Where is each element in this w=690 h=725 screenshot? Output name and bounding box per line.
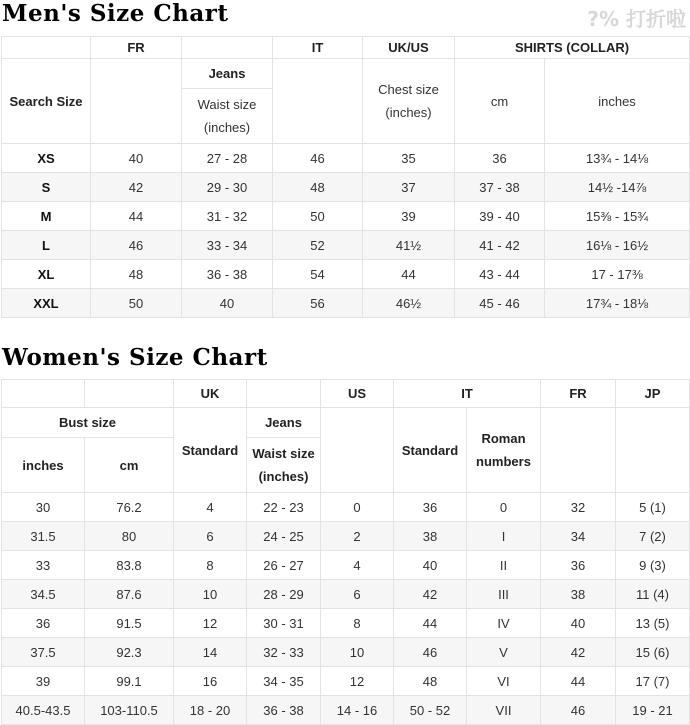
table-cell: 17¾ - 18⅛ (545, 289, 690, 318)
table-cell: 38 (541, 580, 616, 609)
table-cell: 44 (541, 667, 616, 696)
table-cell: II (467, 551, 541, 580)
women-header-jp: JP (616, 380, 690, 408)
table-cell: 40 (541, 609, 616, 638)
table-cell: 22 - 23 (247, 493, 321, 522)
women-header-us: US (321, 380, 394, 408)
table-cell: 50 (273, 202, 363, 231)
table-cell: 44 (91, 202, 182, 231)
table-cell: 12 (174, 609, 247, 638)
watermark: ?% 打折啦 (587, 7, 686, 31)
table-cell: XXL (2, 289, 91, 318)
table-cell: 36 (2, 609, 85, 638)
table-cell: 35 (363, 144, 455, 173)
table-cell: 36 (394, 493, 467, 522)
men-header-it: IT (273, 37, 363, 59)
table-cell: 46 (394, 638, 467, 667)
table-cell: 34 (541, 522, 616, 551)
men-header-ukus: UK/US (363, 37, 455, 59)
table-row (2, 144, 690, 173)
table-cell: 15⅜ - 15¾ (545, 202, 690, 231)
table-cell: 46½ (363, 289, 455, 318)
table-cell: 0 (321, 493, 394, 522)
table-cell: III (467, 580, 541, 609)
table-cell: 6 (174, 522, 247, 551)
men-size-chart-title: Men's Size Chart (2, 0, 229, 27)
table-cell: 33 (2, 551, 85, 580)
table-cell: 39 (2, 667, 85, 696)
table-cell: I (467, 522, 541, 551)
table-cell: 9 (3) (616, 551, 690, 580)
table-cell: 39 (363, 202, 455, 231)
men-header-chest: Chest size (inches) (363, 59, 455, 144)
table-cell: 28 - 29 (247, 580, 321, 609)
table-cell: M (2, 202, 91, 231)
men-header-cm: cm (455, 59, 545, 144)
table-row (2, 522, 690, 551)
table-row (2, 260, 690, 289)
table-cell: 34 - 35 (247, 667, 321, 696)
table-cell: 48 (394, 667, 467, 696)
table-cell: 10 (174, 580, 247, 609)
table-cell: 46 (541, 696, 616, 725)
table-row (2, 202, 690, 231)
table-cell: 37.5 (2, 638, 85, 667)
women-header-jeans: Jeans (247, 408, 321, 438)
table-row (2, 609, 690, 638)
table-cell: 12 (321, 667, 394, 696)
table-cell: 13¾ - 14⅛ (545, 144, 690, 173)
table-cell: 19 - 21 (616, 696, 690, 725)
women-header-it-standard: Standard (394, 408, 467, 493)
table-cell: 26 - 27 (247, 551, 321, 580)
women-header-uk: UK (174, 380, 247, 408)
table-cell: 16⅛ - 16½ (545, 231, 690, 260)
table-cell: 91.5 (85, 609, 174, 638)
table-cell: 30 (2, 493, 85, 522)
table-cell: 6 (321, 580, 394, 609)
table-cell: 17 - 17⅜ (545, 260, 690, 289)
table-cell: 39 - 40 (455, 202, 545, 231)
table-cell: 14½ -14⅞ (545, 173, 690, 202)
men-header-fr: FR (91, 37, 182, 59)
table-row (2, 551, 690, 580)
table-cell: 30 - 31 (247, 609, 321, 638)
table-row (2, 493, 690, 522)
table-cell: 83.8 (85, 551, 174, 580)
table-row (2, 289, 690, 318)
men-header-inches: inches (545, 59, 690, 144)
table-cell: S (2, 173, 91, 202)
table-cell: 32 - 33 (247, 638, 321, 667)
table-cell: 48 (273, 173, 363, 202)
table-cell: 24 - 25 (247, 522, 321, 551)
table-cell: V (467, 638, 541, 667)
table-cell: VII (467, 696, 541, 725)
women-header-uk-standard: Standard (174, 408, 247, 493)
women-header-roman: Roman numbers (467, 408, 541, 493)
table-cell: 46 (91, 231, 182, 260)
table-cell: L (2, 231, 91, 260)
table-cell: 40 (182, 289, 273, 318)
table-cell: IV (467, 609, 541, 638)
table-row (2, 580, 690, 609)
table-cell: 40.5-43.5 (2, 696, 85, 725)
table-cell: 36 - 38 (247, 696, 321, 725)
women-header-cm: cm (85, 438, 174, 493)
table-cell: 37 (363, 173, 455, 202)
women-header-waist: Waist size (inches) (247, 438, 321, 493)
table-cell: 44 (394, 609, 467, 638)
table-cell: 46 (273, 144, 363, 173)
table-cell: 27 - 28 (182, 144, 273, 173)
table-cell: 103-110.5 (85, 696, 174, 725)
table-cell: 16 (174, 667, 247, 696)
women-header-it: IT (394, 380, 541, 408)
table-cell: 4 (174, 493, 247, 522)
table-cell: 32 (541, 493, 616, 522)
table-cell: 33 - 34 (182, 231, 273, 260)
table-cell: 2 (321, 522, 394, 551)
women-header-inches: inches (2, 438, 85, 493)
table-cell: 50 - 52 (394, 696, 467, 725)
table-cell: 38 (394, 522, 467, 551)
table-cell: 14 (174, 638, 247, 667)
table-cell: XL (2, 260, 91, 289)
table-cell: 36 (541, 551, 616, 580)
table-cell: 36 - 38 (182, 260, 273, 289)
table-cell: 80 (85, 522, 174, 551)
table-cell: 8 (174, 551, 247, 580)
table-cell: 15 (6) (616, 638, 690, 667)
table-cell: 37 - 38 (455, 173, 545, 202)
table-cell: 31.5 (2, 522, 85, 551)
women-header-bust: Bust size (2, 408, 174, 438)
men-size-table (1, 36, 690, 318)
table-cell: 42 (91, 173, 182, 202)
table-cell: 56 (273, 289, 363, 318)
table-cell: 43 - 44 (455, 260, 545, 289)
table-cell: 50 (91, 289, 182, 318)
table-cell: 41 - 42 (455, 231, 545, 260)
table-cell: 40 (394, 551, 467, 580)
table-cell: 0 (467, 493, 541, 522)
table-cell: 42 (394, 580, 467, 609)
table-cell: VI (467, 667, 541, 696)
table-cell: XS (2, 144, 91, 173)
table-cell: 34.5 (2, 580, 85, 609)
table-row (2, 667, 690, 696)
table-cell: 52 (273, 231, 363, 260)
women-header-fr: FR (541, 380, 616, 408)
table-cell: 13 (5) (616, 609, 690, 638)
table-row (2, 696, 690, 725)
women-table-body (2, 493, 690, 725)
men-header-search-size: Search Size (2, 59, 91, 144)
table-cell: 10 (321, 638, 394, 667)
table-cell: 42 (541, 638, 616, 667)
women-size-chart-title: Women's Size Chart (2, 344, 268, 371)
table-cell: 41½ (363, 231, 455, 260)
table-cell: 4 (321, 551, 394, 580)
table-cell: 99.1 (85, 667, 174, 696)
men-header-jeans: Jeans (182, 59, 273, 89)
table-cell: 14 - 16 (321, 696, 394, 725)
table-row (2, 173, 690, 202)
table-cell: 76.2 (85, 493, 174, 522)
table-cell: 7 (2) (616, 522, 690, 551)
table-cell: 29 - 30 (182, 173, 273, 202)
table-cell: 54 (273, 260, 363, 289)
table-cell: 5 (1) (616, 493, 690, 522)
table-cell: 18 - 20 (174, 696, 247, 725)
women-size-table (1, 379, 690, 725)
table-cell: 92.3 (85, 638, 174, 667)
table-cell: 31 - 32 (182, 202, 273, 231)
table-cell: 44 (363, 260, 455, 289)
table-cell: 45 - 46 (455, 289, 545, 318)
table-cell: 11 (4) (616, 580, 690, 609)
table-cell: 36 (455, 144, 545, 173)
table-cell: 87.6 (85, 580, 174, 609)
table-cell: 40 (91, 144, 182, 173)
men-header-shirts: SHIRTS (COLLAR) (455, 37, 690, 59)
men-header-waist: Waist size (inches) (182, 89, 273, 144)
table-cell: 17 (7) (616, 667, 690, 696)
table-row (2, 231, 690, 260)
table-row (2, 638, 690, 667)
men-table-body (2, 144, 690, 318)
table-cell: 48 (91, 260, 182, 289)
table-cell: 8 (321, 609, 394, 638)
